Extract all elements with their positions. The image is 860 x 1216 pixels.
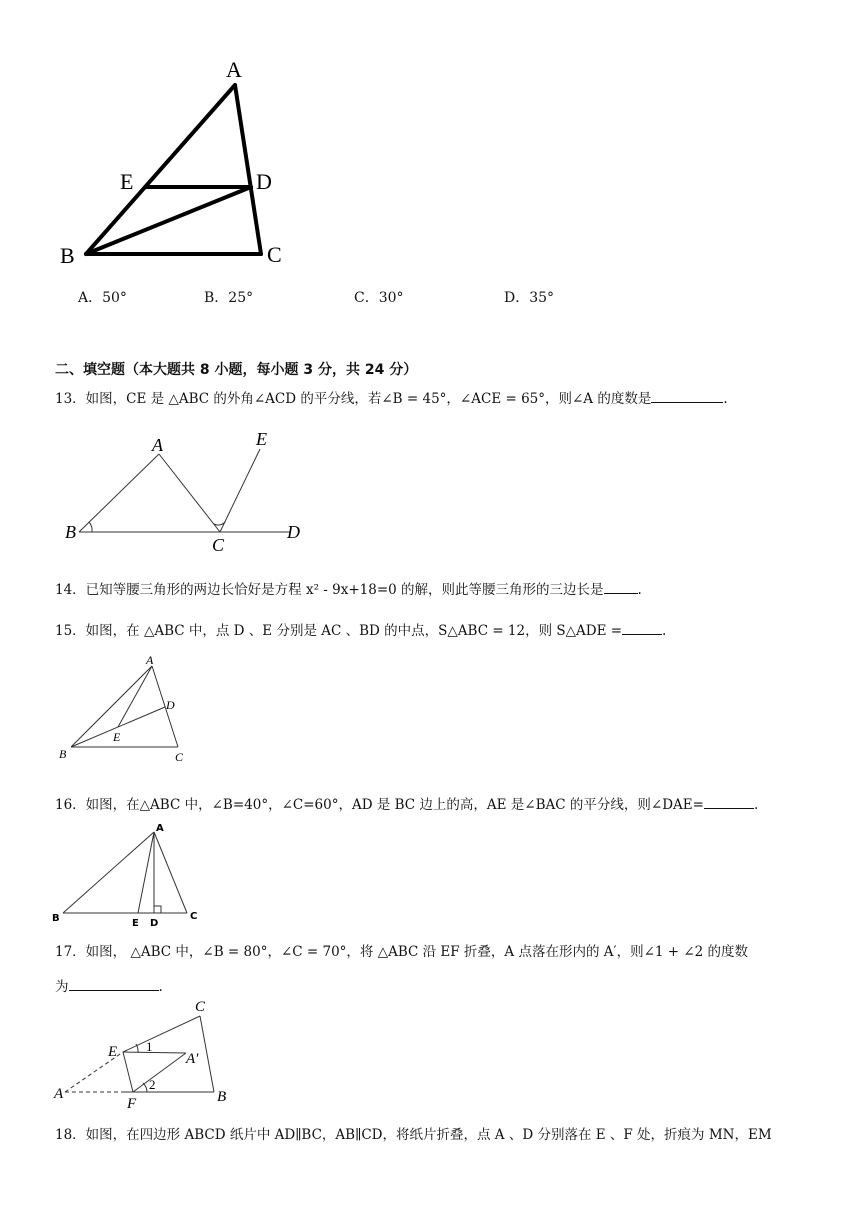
figure-q13: [55, 425, 315, 553]
segment-ab: [71, 666, 152, 747]
segment-bd: [86, 187, 251, 254]
option-d: D．35°: [504, 290, 555, 306]
question-15-text: 15．如图，在 △ABC 中，点 D 、E 分别是 AC 、BD 的中点，S△ABC = 12，则 S△ADE =: [55, 623, 623, 639]
question-16: [55, 793, 758, 813]
label-a-prime: A′: [186, 1051, 199, 1067]
question-16-text: 16．如图，在△ABC 中，∠B=40°，∠C=60°，AD 是 BC 边上的高，AE 是∠BAC 的平分线，则∠DAE=: [55, 797, 704, 813]
question-17-prefix: 为: [55, 979, 69, 995]
label-c: C: [195, 999, 206, 1015]
label-b: B: [52, 913, 60, 924]
label-c: C: [190, 911, 198, 922]
segment-ac: [159, 454, 220, 532]
label-angle-2: 2: [149, 1077, 156, 1092]
label-d: D: [166, 698, 175, 712]
label-e: E: [120, 169, 134, 194]
question-16-end: .: [753, 797, 759, 813]
label-c: C: [175, 750, 184, 764]
right-angle-mark: [154, 906, 161, 913]
question-14-end: .: [637, 582, 642, 598]
label-d: D: [256, 169, 272, 194]
label-a: A: [226, 57, 242, 82]
question-17-end: .: [158, 979, 163, 995]
segment-ba: [79, 454, 159, 532]
angle-b-arc: [89, 522, 92, 532]
segment-ce: [220, 449, 260, 532]
label-b: B: [65, 522, 76, 542]
figure-q16: [48, 820, 208, 930]
label-e: E: [113, 730, 121, 744]
option-b: B．25°: [204, 290, 254, 306]
label-a: A: [152, 435, 163, 455]
label-b: B: [217, 1089, 227, 1105]
segment-fa-prime: [133, 1053, 186, 1092]
label-d: D: [287, 522, 300, 542]
segment-ab: [86, 85, 235, 254]
question-17-line-1: 17．如图， △ABC 中，∠B = 80°，∠C = 70°，将 △ABC 沿 EF 折叠，A 点落在形内的 A′，则∠1 + ∠2 的度数: [55, 944, 749, 960]
label-f: F: [127, 1096, 137, 1112]
question-14: [55, 578, 642, 598]
label-e: E: [132, 918, 139, 929]
question-15: [55, 619, 666, 639]
figure-q12: [50, 55, 310, 270]
question-13: [55, 387, 728, 407]
segment-ac: [154, 832, 187, 913]
question-15-end: .: [662, 623, 667, 639]
segment-ce: [123, 1016, 200, 1052]
segment-ae: [118, 666, 152, 727]
label-b: B: [60, 243, 75, 268]
label-d: D: [150, 918, 159, 929]
section-title: 二、填空题（本大题共 8 小题，每小题 3 分，共 24 分）: [55, 362, 418, 378]
answer-blank-13[interactable]: [651, 389, 723, 403]
question-13-text: 13．如图，CE 是 △ABC 的外角∠ACD 的平分线，若∠B = 45°，∠ACE = 65°，则∠A 的度数是: [55, 391, 652, 407]
angle-2-arc: [143, 1083, 147, 1092]
question-18: 18．如图，在四边形 ABCD 纸片中 AD∥BC，AB∥CD，将纸片折叠，点 A 、D 分别落在 E 、F 处，折痕为 MN，EM: [55, 1127, 772, 1143]
label-a: A: [146, 653, 154, 667]
label-a: A: [54, 1086, 64, 1102]
segment-ef: [123, 1052, 133, 1092]
answer-blank-15[interactable]: [622, 621, 662, 635]
label-a: A: [156, 823, 164, 834]
question-13-end: .: [723, 391, 728, 407]
label-e: E: [108, 1044, 118, 1060]
label-c: C: [267, 242, 282, 267]
option-c: C．30°: [354, 290, 404, 306]
label-b: B: [59, 747, 67, 761]
answer-blank-17[interactable]: [69, 977, 159, 991]
figure-q17: [50, 995, 250, 1115]
question-14-text: 14．已知等腰三角形的两边长恰好是方程 x² - 9x+18=0 的解，则此等腰三角形的三边长是: [55, 582, 604, 598]
segment-bc: [200, 1016, 214, 1092]
label-angle-1: 1: [146, 1039, 153, 1054]
option-a: A．50°: [78, 290, 127, 306]
figure-q15: [55, 650, 205, 768]
question-17-line-2: [55, 975, 163, 995]
label-c: C: [212, 535, 225, 553]
segment-ea-prime: [123, 1052, 186, 1053]
answer-blank-16[interactable]: [704, 795, 754, 809]
label-e: E: [256, 429, 267, 449]
answer-blank-14[interactable]: [604, 580, 638, 594]
